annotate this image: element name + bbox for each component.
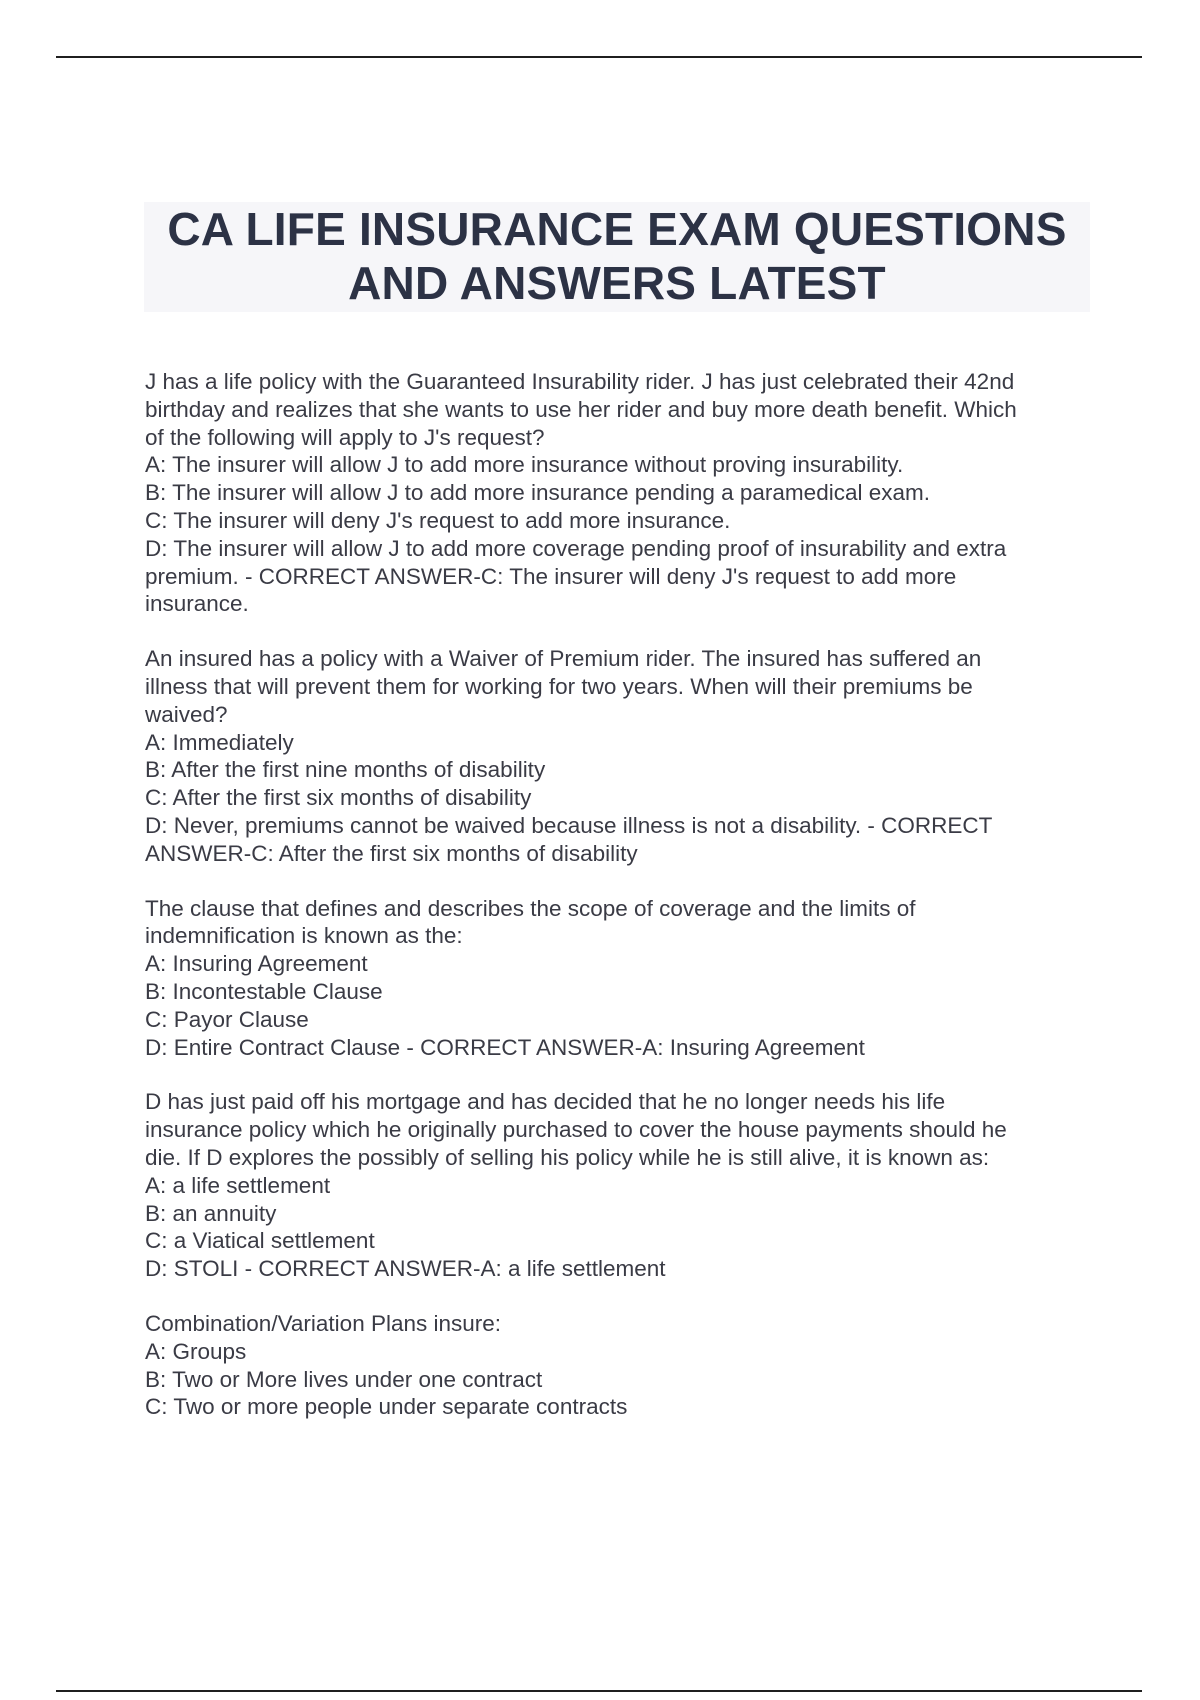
qa-text-line: D: STOLI - CORRECT ANSWER-A: a life settlement — [145, 1256, 666, 1282]
qa-text-line: B: The insurer will allow J to add more insurance pending a paramedical exam. — [145, 480, 930, 506]
qa-text-line: birthday and realizes that she wants to use her rider and buy more death benefit. Which — [145, 396, 1017, 422]
qa-text-line: A: Groups — [145, 1338, 247, 1364]
qa-item-1 — [145, 368, 1095, 618]
qa-text-line: C: The insurer will deny J's request to add more insurance. — [145, 507, 731, 533]
title-line-1: CA LIFE INSURANCE EXAM QUESTIONS — [167, 203, 1067, 255]
qa-text-line: The clause that defines and describes the scope of coverage and the limits of — [145, 895, 916, 921]
qa-item-5 — [145, 1310, 1095, 1421]
qa-text-line: C: After the first six months of disability — [145, 785, 532, 811]
qa-text-line: J has a life policy with the Guaranteed Insurability rider. J has just celebrated their 42nd — [145, 369, 1015, 394]
qa-text-line: A: Insuring Agreement — [145, 951, 368, 977]
qa-text-line: B: an annuity — [145, 1200, 277, 1226]
qa-text-line: C: a Viatical settlement — [145, 1228, 375, 1254]
qa-list — [145, 368, 1095, 1448]
qa-text-line: ANSWER-C: After the first six months of disability — [145, 840, 638, 866]
qa-item-3 — [145, 895, 1095, 1062]
qa-text-line: of the following will apply to J's request? — [145, 424, 545, 450]
bottom-rule — [56, 1690, 1142, 1692]
qa-text-line: C: Payor Clause — [145, 1006, 309, 1032]
qa-text-line: insurance. — [145, 591, 249, 617]
qa-text-line: A: Immediately — [145, 729, 294, 755]
qa-text-line: C: Two or more people under separate contracts — [145, 1394, 628, 1420]
qa-text-line: die. If D explores the possibly of selling his policy while he is still alive, it is known as: — [145, 1144, 990, 1170]
qa-text-line: An insured has a policy with a Waiver of Premium rider. The insured has suffered an — [145, 646, 982, 672]
qa-text-line: D: Entire Contract Clause - CORRECT ANSWER-A: Insuring Agreement — [145, 1034, 865, 1060]
qa-item-4 — [145, 1088, 1095, 1283]
title-line-2: AND ANSWERS LATEST — [348, 257, 886, 309]
top-rule — [56, 56, 1142, 58]
qa-text-line: A: The insurer will allow J to add more insurance without proving insurability. — [145, 452, 904, 478]
qa-text-line: B: Incontestable Clause — [145, 978, 383, 1004]
qa-text-line: waived? — [145, 701, 228, 727]
qa-text-line: A: a life settlement — [145, 1172, 331, 1198]
qa-text-line: indemnification is known as the: — [145, 923, 463, 949]
qa-text-line: B: After the first nine months of disability — [145, 757, 546, 783]
qa-text-line: Combination/Variation Plans insure: — [145, 1310, 502, 1336]
qa-text-line: D has just paid off his mortgage and has decided that he no longer needs his life — [145, 1089, 946, 1115]
qa-text-line: D: The insurer will allow J to add more coverage pending proof of insurability and extra — [145, 535, 1007, 561]
qa-text-line: D: Never, premiums cannot be waived because illness is not a disability. - CORRECT — [145, 812, 993, 838]
qa-text-line: B: Two or More lives under one contract — [145, 1366, 543, 1392]
qa-text-line: insurance policy which he originally purchased to cover the house payments should he — [145, 1117, 1007, 1143]
qa-text-line: illness that will prevent them for working for two years. When will their premiums be — [145, 673, 973, 699]
document-title — [144, 202, 1090, 312]
qa-text-line: premium. - CORRECT ANSWER-C: The insurer will deny J's request to add more — [145, 563, 957, 589]
qa-item-2 — [145, 645, 1095, 867]
